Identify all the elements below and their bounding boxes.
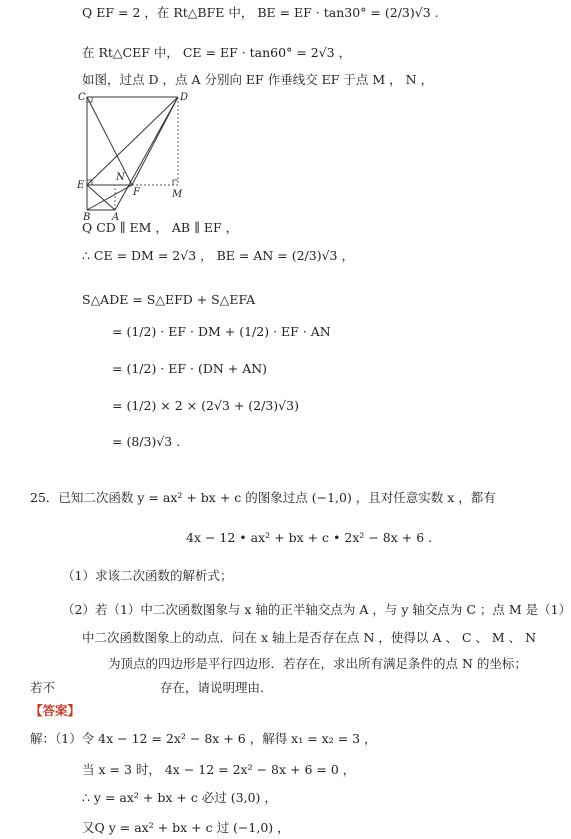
text-line-6: S△ADE = S△EFD + S△EFA — [82, 292, 256, 307]
text-line-8: = (1/2) · EF · (DN + AN) — [112, 361, 268, 376]
seg-cf — [87, 97, 132, 185]
label-m: M — [172, 189, 183, 200]
label-b: B — [83, 212, 91, 221]
text-line-4: Q CD ∥ EM ， AB ∥ EF ， — [82, 220, 239, 235]
text-line-1: Q EF = 2 ，在 Rt△BFE 中， BE = EF · tan30° = (2/3)√3 . — [82, 5, 439, 20]
sub-question-2-line-2: 中二次函数图象上的动点．问在 x 轴上是否存在点 N ，使得以 A 、 C 、 M 、 N — [82, 630, 537, 645]
sub-question-2-line-4a: 若不 — [30, 680, 56, 695]
sub-question-1: （1）求该二次函数的解析式； — [62, 568, 233, 583]
label-a: A — [112, 212, 120, 221]
label-f: F — [133, 187, 140, 198]
right-angle-m — [173, 180, 178, 185]
seg-ea — [87, 185, 115, 210]
problem-25-stem: 25．已知二次函数 y = ax² + bx + c 的图象过点 (−1,0) ，且对任意实数 x ，都有 — [30, 490, 496, 505]
text-line-3: 如图，过点 D ，点 A 分别向 EF 作垂线交 EF 于点 M ， N ， — [82, 72, 434, 87]
seg-bf — [87, 185, 132, 210]
label-n: N — [116, 172, 125, 183]
seg-ed — [87, 97, 178, 185]
text-line-5: ∴ CE = DM = 2√3 ， BE = AN = (2/3)√3 ， — [82, 248, 354, 263]
text-line-9: = (1/2) × 2 × (2√3 + (2/3)√3) — [112, 398, 299, 413]
inequality: 4x − 12 • ax² + bx + c • 2x² − 8x + 6 . — [186, 530, 433, 545]
text-line-7: = (1/2) · EF · DM + (1/2) · EF · AN — [112, 324, 331, 339]
label-d: D — [180, 92, 189, 103]
solution-line-4: 又Q y = ax² + bx + c 过 (−1,0) ， — [82, 820, 290, 835]
solution-line-1: 解：（1）令 4x − 12 = 2x² − 8x + 6 ，解得 x₁ = x₂ = 3 ， — [30, 731, 377, 746]
geometry-figure — [76, 91, 196, 221]
sub-question-2-line-3: 为顶点的四边形是平行四边形．若存在，求出所有满足条件的点 N 的坐标； — [108, 656, 527, 671]
answer-heading: 【答案】 — [30, 703, 81, 718]
sub-question-2-line-4b: 存在，请说明理由． — [160, 680, 273, 695]
label-e: E — [77, 180, 85, 191]
seg-ad — [115, 97, 178, 210]
text-line-10: = (8/3)√3 . — [112, 434, 181, 449]
solution-line-3: ∴ y = ax² + bx + c 必过 (3,0) ， — [82, 790, 277, 805]
label-c: C — [78, 92, 86, 103]
text-line-2: 在 Rt△CEF 中， CE = EF · tan60° = 2√3 ， — [82, 45, 352, 60]
sub-question-2-line-1: （2）若（1）中二次函数图象与 x 轴的正半轴交点为 A ，与 y 轴交点为 C ；点 M 是（1） — [62, 602, 571, 617]
seg-fd — [132, 97, 178, 185]
solution-line-2: 当 x = 3 时， 4x − 12 = 2x² − 8x + 6 = 0 ， — [82, 762, 356, 777]
